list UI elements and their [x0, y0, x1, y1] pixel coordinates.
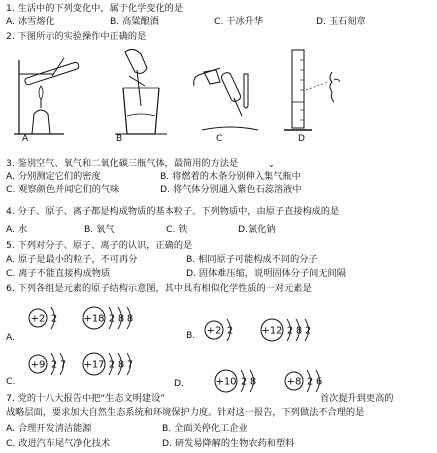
figure-c-label: C [216, 134, 223, 144]
q5-option-c: C. 离子不能直接构成物质 [6, 268, 111, 279]
q6-label-b: B. [186, 330, 196, 341]
q7-stem-part1: 7. 党的十八大报告中把“生态文明建设” [6, 393, 166, 404]
q7-option-d: D. 研发易降解的生物农药和塑料 [162, 438, 295, 449]
q3-option-b: B. 将燃着的木条分别伸入集气瓶中 [160, 171, 301, 182]
q4-option-d: D.氯化钠 [238, 224, 276, 235]
q7-stem-part2: 首次提升到更高的 [320, 393, 394, 404]
q7-option-b: B. 全面关停化工企业 [162, 423, 248, 434]
q4-option-c: C. 铁 [166, 224, 188, 235]
q5-option-d: D. 固体难压缩，说明固体分子间无间隔 [186, 268, 346, 279]
q3-stem: 3. 鉴别空气、氧气和二氧化碳三瓶气体，最简用的方法是 [6, 158, 239, 169]
q4-option-b: B. 氧气 [84, 224, 115, 235]
atom-nucleus-charge: +17 [83, 359, 105, 371]
check-mark-icon: ⌄ [268, 160, 275, 169]
electron-count: 2 [286, 325, 294, 337]
atom-diagram-c-2 [83, 353, 133, 375]
q3-option-c: C. 观察颜色并闻它们的气味 [6, 184, 120, 195]
atom-diagram-a-2 [83, 307, 133, 329]
electron-count: 2 [306, 376, 314, 388]
q2-stem: 2. 下图所示的实验操作中正确的是 [6, 31, 147, 42]
electron-count: 2 [50, 359, 58, 371]
figure-d-label: D [298, 134, 305, 144]
electron-count: 2 [304, 325, 312, 337]
q3-option-d: D. 将气体分别通入紫色石蕊溶液中 [160, 184, 302, 195]
atom-nucleus-charge: +8 [286, 376, 302, 388]
q7-option-a: A. 合理开发清洁能源 [6, 423, 92, 434]
q3-option-a: A. 分别测定它们的密度 [6, 171, 101, 182]
electron-count: 2 [108, 359, 116, 371]
electron-count: 8 [117, 313, 125, 325]
atom-nucleus-charge: +9 [30, 359, 46, 371]
electron-count: 2 [50, 313, 58, 325]
q1-option-c: C. 干冰升华 [214, 16, 264, 27]
atom-nucleus-charge: +10 [215, 376, 237, 388]
atom-diagram-a-1 [29, 307, 57, 329]
electron-count: 2 [240, 376, 248, 388]
q4-stem: 4. 分子、原子、离子都是构成物质的基本粒子。下列物质中，由原子直接构成的是 [6, 206, 340, 217]
electron-count: 8 [117, 359, 125, 371]
q6-label-d: D. [174, 378, 184, 389]
figure-b-label: B [116, 134, 123, 144]
electron-count: 8 [126, 313, 134, 325]
q1-option-b: B. 高粱酿酒 [110, 16, 159, 27]
q1-option-a: A. 冰雪熔化 [6, 16, 55, 27]
figure-a-label: A [22, 134, 29, 144]
atom-diagram-b-2 [261, 319, 311, 341]
q7-option-c: C. 改进汽车尾气净化技术 [6, 438, 111, 449]
atom-nucleus-charge: +18 [83, 313, 105, 325]
q6-label-c: C. [6, 376, 16, 387]
atom-diagram-d-2 [285, 370, 322, 392]
q7-stem-part3: 战略层面，要求加大自然生态系统和环境保护力度。针对这一报告，下列做法不合理的是 [6, 407, 365, 418]
electron-count: 2 [226, 325, 234, 337]
q5-option-b: B. 相同原子可能构成不同的分子 [186, 254, 318, 265]
q5-option-a: A. 原子是最小的粒子，不可再分 [6, 254, 138, 265]
q6-stem: 6. 下列各组是元素的原子结构示意图，其中具有相似化学性质的一对元素是 [6, 283, 312, 294]
electron-count: 6 [315, 376, 323, 388]
atom-diagram-b-1 [205, 319, 233, 341]
q5-stem: 5. 下列对分子、原子、离子的认识，正确的是 [6, 240, 193, 251]
q1-stem: 1. 生活中的下列变化中，属于化学变化的是 [6, 3, 184, 14]
electron-count: 7 [59, 359, 67, 371]
q1-option-d: D. 玉石刻章 [316, 16, 366, 27]
electron-count: 8 [249, 376, 257, 388]
atom-nucleus-charge: +2 [206, 325, 222, 337]
atom-diagram-d-1 [215, 370, 256, 392]
q4-option-a: A. 水 [6, 224, 28, 235]
q6-label-a: A. [6, 332, 16, 343]
atom-diagram-c-1 [29, 353, 66, 375]
electron-count: 7 [126, 359, 134, 371]
atom-nucleus-charge: +12 [261, 325, 283, 337]
electron-count: 2 [108, 313, 116, 325]
atom-nucleus-charge: +2 [30, 313, 46, 325]
electron-count: 8 [295, 325, 303, 337]
